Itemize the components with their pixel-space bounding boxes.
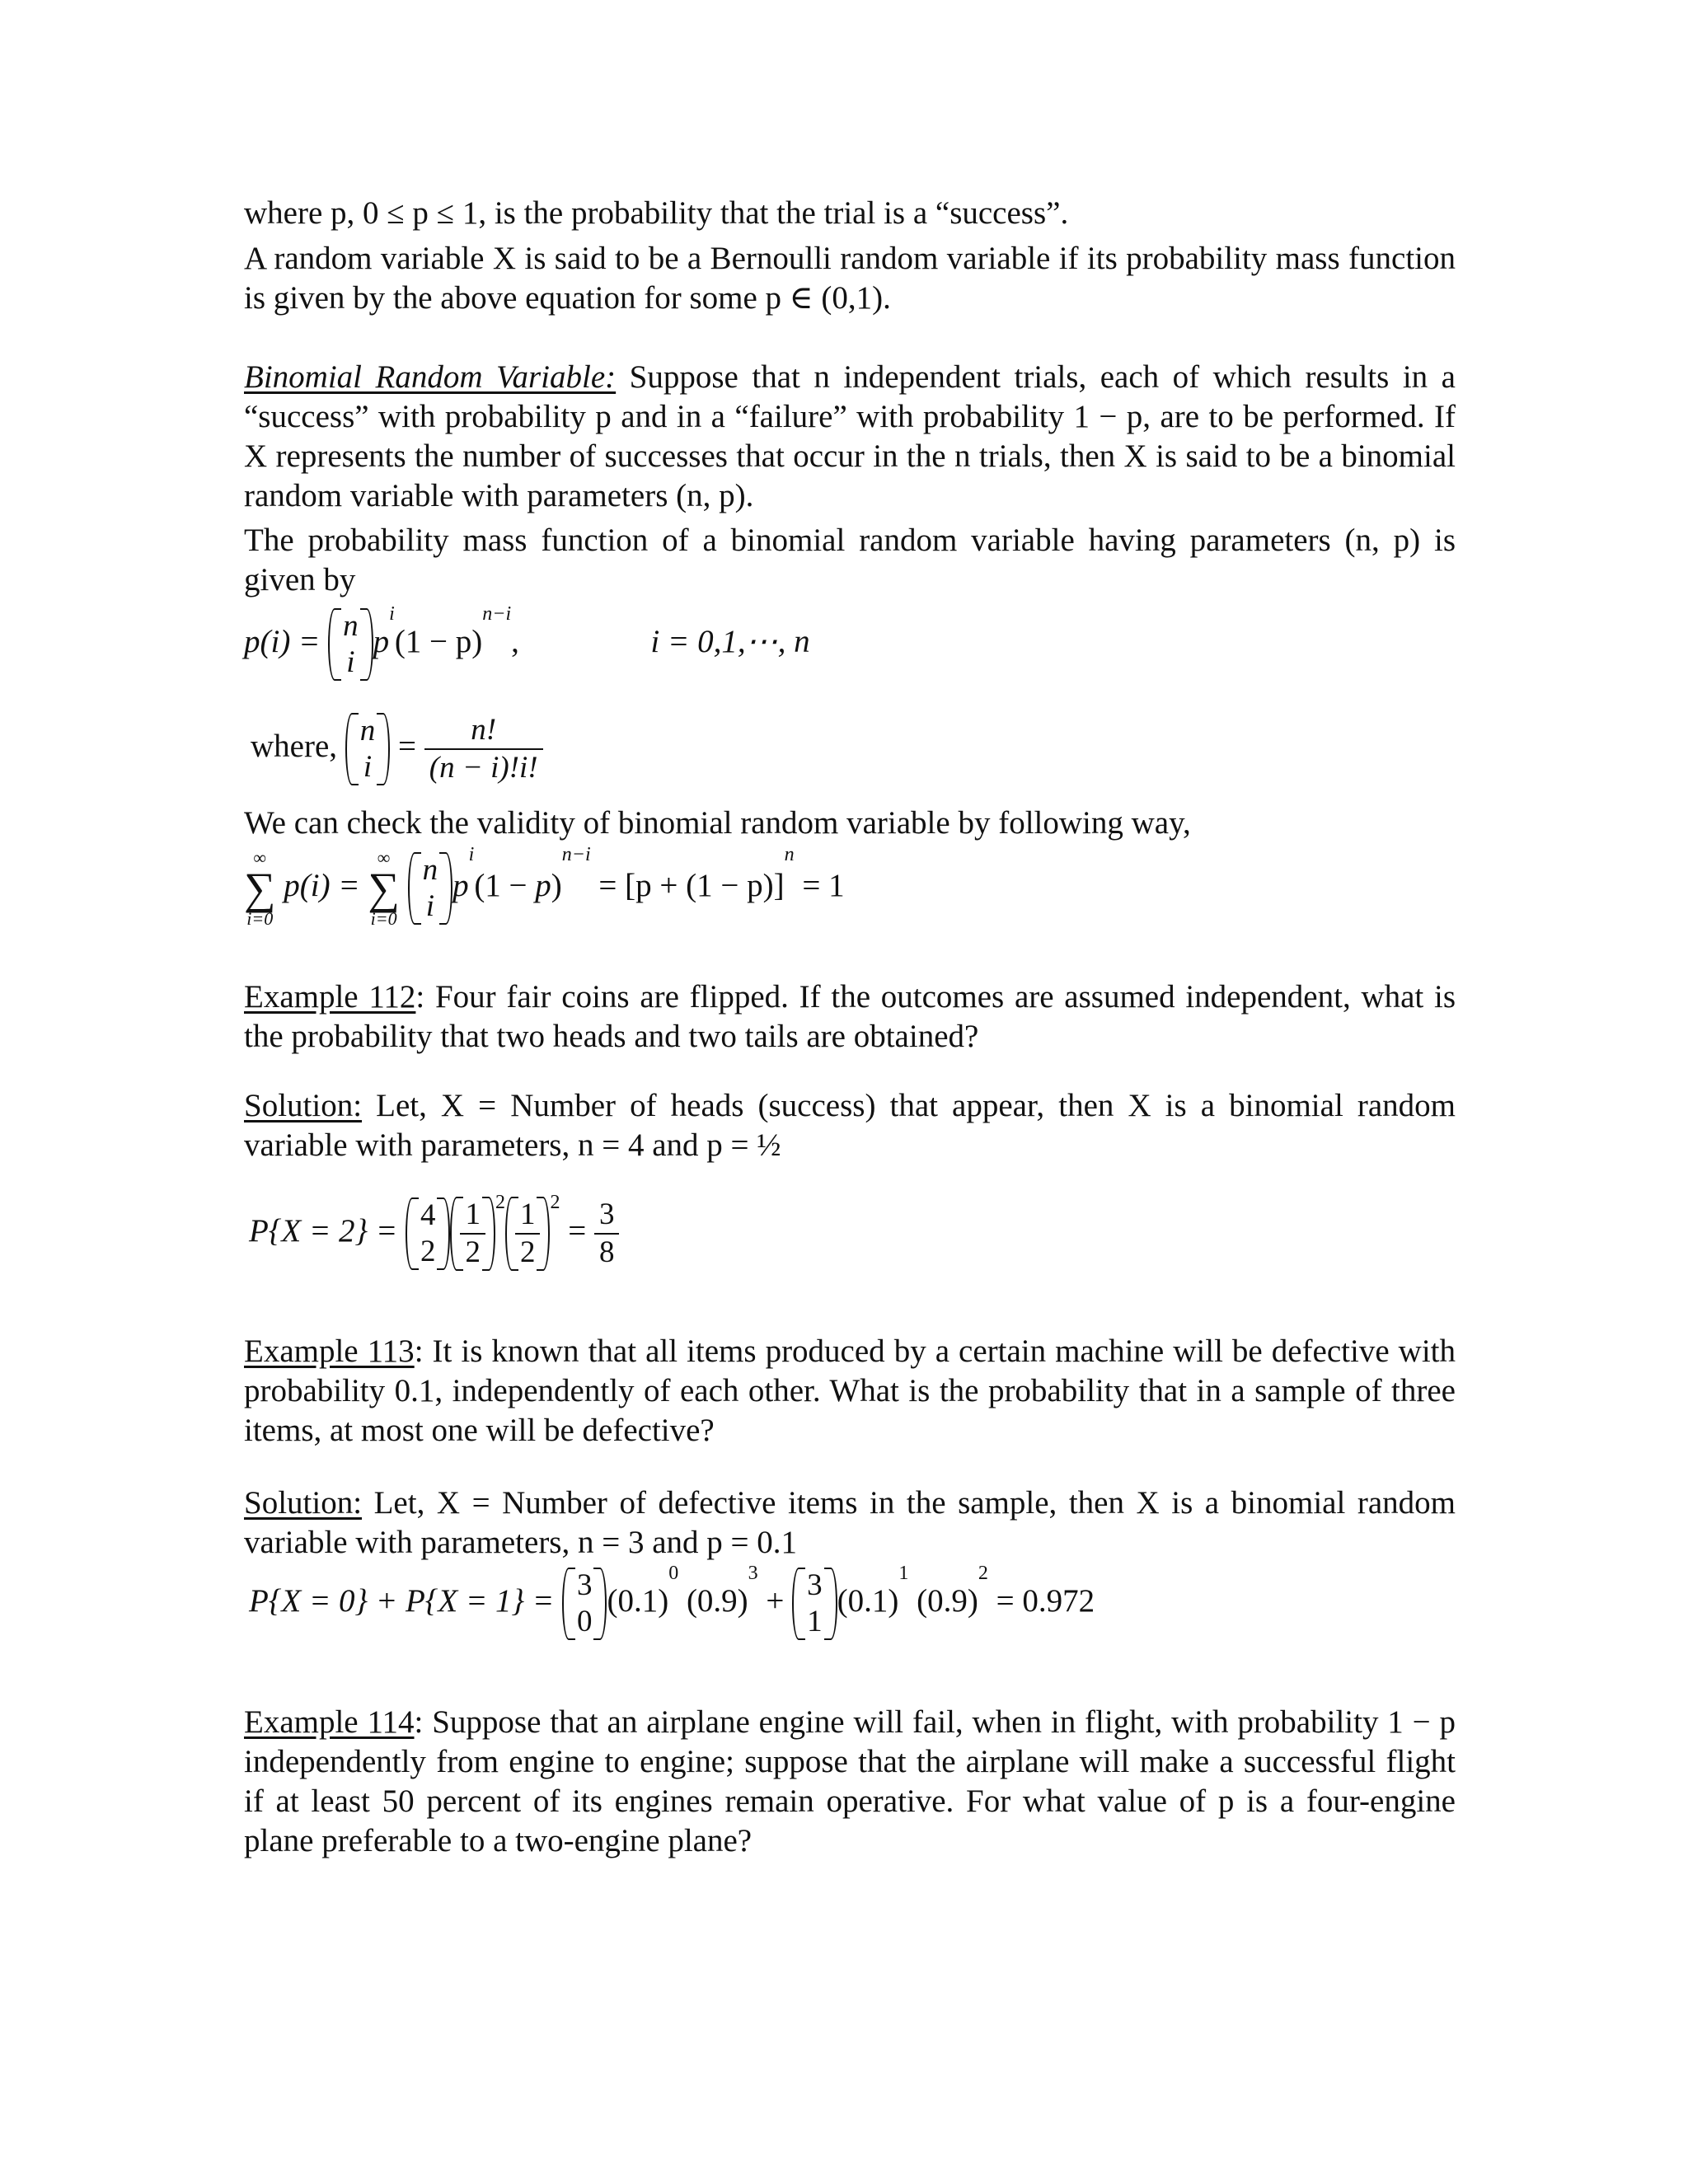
- example-114-text: : Suppose that an airplane engine will fail, when in flight, with probability 1 − p independently from engine to engine; suppose that the airplane will make a successful flight if at least 50 percent of its engines remain operative. For what value of p is a four-engine plane preferable to a two-engine plane?: [244, 1704, 1456, 1858]
- example-112-equation: P{X = 2} = 4 2 $\frac{1}{2}$ $^2$ $\frac{1}{2}$ $^2$ = $\frac{3}{8}$: [249, 1197, 619, 1271]
- pmf-exp-n-minus-i: n−i: [482, 603, 512, 625]
- binomial-definition-text: Suppose that n independent trials, each of which results in a “success” with probability p and in a “failure” with probability 1 − p, are to be performed. If X represents the number of successes that occur in the n trials, then X is said to be a binomial random variable with parameters (n, p).: [244, 359, 1456, 513]
- bernoulli-paragraph: A random variable X is said to be a Bernoulli random variable if its probability mass function is given by the above equation for some p ∈ (0,1).: [244, 241, 1456, 316]
- eq-result: = 0.972: [996, 1582, 1095, 1619]
- eq-lhs: P{X = 2} =: [249, 1212, 398, 1249]
- bernoulli-line1: where p, 0 ≤ p ≤ 1, is the probability that the trial is a “success”.: [244, 195, 1069, 231]
- result-fraction: $\frac{3}{8}$: [594, 1197, 620, 1271]
- binomial-coefficient: 4 2: [406, 1197, 451, 1270]
- binomial-coefficient: 3 1: [792, 1568, 837, 1640]
- sum-result: = 1: [802, 867, 845, 903]
- binomial-pmf-intro: The probability mass function of a binomial random variable having parameters (n, p) is given by: [244, 523, 1456, 598]
- pmf-one-minus-p: (1 − p): [394, 623, 483, 659]
- binomial-coefficient: n i: [408, 852, 453, 925]
- binomial-coefficient: 3 0: [562, 1568, 607, 1640]
- factorial-fraction: $\frac{n!}{(n - i)!i!}$: [424, 712, 543, 786]
- solution-text: Let, X = Number of defective items in the sample, then X is a binomial random variable with parameters, n = 3 and p = 0.1: [244, 1485, 1456, 1560]
- pmf-lhs: p(i) =: [244, 623, 321, 659]
- example-113-equation: P{X = 0} + P{X = 1} = 3 0 $(0.1)^0$ $(0.9)^3$ + 3 1 $(0.1)^1$ $(0.9)^2 = 0.972$: [249, 1563, 1095, 1638]
- binomial-pmf-equation: p(i) = n i $p^i(1 - p)^{n-i}$, i = 0,1,⋯, n: [244, 603, 810, 679]
- example-113-label: Example 113: [244, 1333, 415, 1369]
- example-114: [244, 1703, 1456, 1861]
- example-112: [244, 977, 1456, 1057]
- validity-line: We can check the validity of binomial random variable by following way,: [244, 805, 1191, 841]
- example-112-label: Example 112: [244, 979, 416, 1015]
- example-112-text: : Four fair coins are flipped. If the outcomes are assumed independent, what is the probability that two heads and two tails are obtained?: [244, 979, 1456, 1054]
- pmf-exp-i: i: [389, 603, 395, 625]
- where-label: where,: [251, 728, 338, 764]
- summation-symbol: ∞ ∑ i=0: [368, 847, 400, 929]
- half-term: $\frac{1}{2}$: [505, 1197, 551, 1271]
- pmf-range: i = 0,1,⋯, n: [650, 623, 810, 659]
- binomial-heading: Binomial Random Variable:: [244, 359, 617, 395]
- sum-exp: n: [784, 844, 795, 865]
- binomial-coefficient: n i: [328, 608, 373, 681]
- solution-label: Solution:: [244, 1088, 363, 1123]
- validity-equation: ∞ ∑ i=0 p(i) = ∞ ∑ i=0 n i $p^i(1 - p)^{n-i} = [p + (1 - p)]^n = 1$: [244, 844, 845, 929]
- binomial-coefficient-definition: where, n i = $\frac{n!}{(n - i)!i!}$: [251, 712, 543, 786]
- example-113-solution: [244, 1483, 1456, 1563]
- example-112-solution: [244, 1086, 1456, 1165]
- pmf-p: p: [373, 623, 390, 659]
- solution-text: Let, X = Number of heads (success) that appear, then X is a binomial random variable with parameters, n = 4 and p = ½: [244, 1088, 1456, 1163]
- example-113: [244, 1332, 1456, 1451]
- binomial-definition: [244, 358, 1456, 516]
- example-113-text: : It is known that all items produced by a certain machine will be defective with probability 0.1, independently of each other. What is the probability that in a sample of three items, at most one will be defective?: [244, 1333, 1456, 1448]
- summation-symbol: ∞ ∑ i=0: [244, 847, 276, 929]
- half-term: $\frac{1}{2}$: [450, 1197, 495, 1271]
- solution-label: Solution:: [244, 1485, 363, 1521]
- sum-lhs: p(i) =: [284, 867, 360, 903]
- binomial-coefficient: n i: [345, 713, 391, 785]
- eq-lhs: P{X = 0} + P{X = 1} =: [249, 1582, 555, 1619]
- sum-rhs: = [p + (1 − p)]: [598, 867, 785, 903]
- example-114-label: Example 114: [244, 1704, 415, 1740]
